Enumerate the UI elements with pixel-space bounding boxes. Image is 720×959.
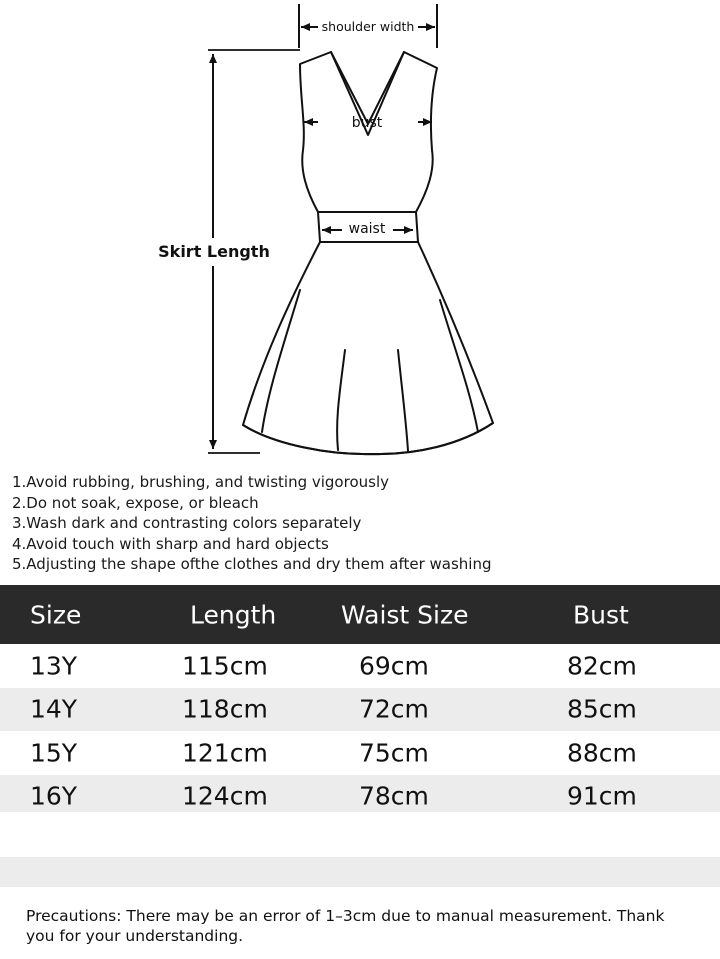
- shoulder-width-indicator: [299, 4, 437, 48]
- cell-waist: 78cm: [359, 781, 429, 811]
- cell-length: 124cm: [182, 781, 268, 811]
- care-instruction: 5.Adjusting the shape ofthe clothes and dry them after washing: [12, 555, 492, 573]
- dress-measurement-diagram: [0, 0, 720, 470]
- cell-bust: 88cm: [567, 738, 637, 768]
- table-row: [0, 644, 720, 688]
- header-length: Length: [190, 600, 277, 629]
- waist-indicator: [322, 221, 413, 237]
- cell-waist: 69cm: [359, 651, 429, 681]
- header-waist-size: Waist Size: [341, 600, 469, 629]
- skirt-length-label: Skirt Length: [158, 242, 270, 261]
- table-row: [0, 688, 720, 732]
- size-table-header: [0, 585, 720, 644]
- care-instruction: 1.Avoid rubbing, brushing, and twisting vigorously: [12, 473, 389, 491]
- dress-outline: [243, 52, 493, 454]
- care-instruction: 2.Do not soak, expose, or bleach: [12, 493, 259, 512]
- skirt-length-indicator: [158, 50, 300, 453]
- bust-indicator: [304, 115, 432, 131]
- cell-length: 121cm: [182, 738, 268, 768]
- empty-table-row: [0, 857, 720, 887]
- cell-length: 115cm: [182, 651, 268, 681]
- cell-length: 118cm: [182, 694, 268, 724]
- cell-size: 13Y: [30, 651, 78, 681]
- cell-bust: 82cm: [567, 651, 637, 681]
- precaution-note: Precautions: There may be an error of 1–3cm due to manual measurement. Thank you for your understanding.: [26, 907, 665, 945]
- cell-bust: 85cm: [567, 694, 637, 724]
- cell-size: 15Y: [30, 738, 78, 768]
- cell-waist: 75cm: [359, 738, 429, 768]
- empty-table-row: [0, 812, 720, 855]
- care-instructions-list: [12, 472, 492, 575]
- shoulder-width-label: shoulder width: [321, 19, 415, 34]
- cell-waist: 72cm: [359, 694, 429, 724]
- header-bust: Bust: [573, 600, 629, 629]
- size-table: [0, 585, 720, 818]
- header-size: Size: [30, 600, 82, 629]
- care-instruction: 3.Wash dark and contrasting colors separately: [12, 514, 362, 532]
- cell-size: 16Y: [30, 781, 78, 811]
- care-instruction: 4.Avoid touch with sharp and hard objects: [12, 534, 329, 553]
- waist-label: waist: [348, 221, 386, 237]
- table-row: [0, 731, 720, 775]
- cell-size: 14Y: [30, 694, 78, 724]
- cell-bust: 91cm: [567, 781, 637, 811]
- bust-label: bust: [351, 115, 383, 131]
